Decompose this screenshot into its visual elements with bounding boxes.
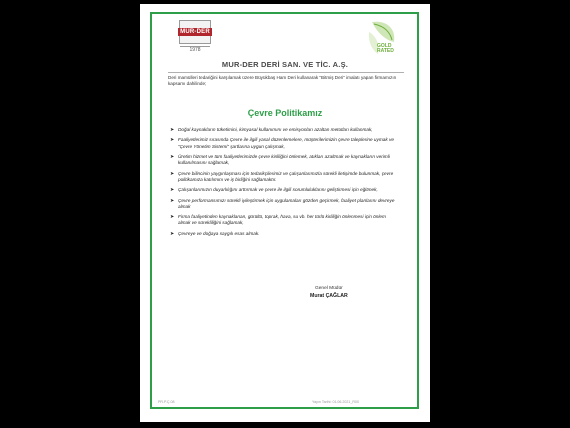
- badge-text: [377, 44, 394, 54]
- company-name: MUR-DER DERİ SAN. VE TİC. A.Ş.: [221, 60, 349, 69]
- document-page: [140, 4, 430, 422]
- bullet-arrow-icon: ➤: [170, 214, 175, 221]
- list-item: [170, 171, 396, 183]
- list-item-text: Üretim hizmet ve tüm faaliyetlerimizde çevre kirliliğini önlemek, atıkları azaltmak ve kaynakların verimli kullanılmasını sağlamak,: [178, 153, 390, 166]
- list-item-text: Çevreye ve doğaya saygılı esas almak.: [178, 230, 260, 236]
- list-item: [170, 231, 396, 237]
- policy-title: Çevre Politikamız: [247, 108, 323, 118]
- bullet-arrow-icon: ➤: [170, 187, 175, 194]
- bullet-arrow-icon: ➤: [170, 230, 175, 237]
- policy-list: [170, 127, 396, 241]
- list-item: [170, 198, 396, 210]
- company-logo: [176, 20, 214, 60]
- bullet-arrow-icon: ➤: [170, 197, 175, 204]
- list-item-text: Doğal kaynakların tüketimini, kimyasal kullanımını ve emisyonları azaltan metotları kullanmak,: [178, 127, 373, 132]
- logo-brand-text: MUR-DER: [178, 28, 212, 36]
- list-item: [170, 127, 396, 133]
- list-item-text: Çevre bilincinin yaygınlaşması için tedarikçilerimiz ve çalışanlarımızla sürekli iletişimde bulunmak, çevre politikamıza katılımını ve iş birliğini sağlamaktır.: [178, 170, 394, 182]
- signature-title: Genel Müdür: [315, 286, 343, 291]
- signature-name: Murat ÇAĞLAR: [310, 293, 348, 299]
- bullet-arrow-icon: ➤: [170, 170, 175, 177]
- bullet-arrow-icon: ➤: [170, 153, 175, 160]
- list-item: [170, 214, 396, 226]
- list-item-text: Faaliyetlerimiz sırasında Çevre ile ilgili yasal düzenlemelere, müşterilerimizin çevre taleplerine uymak ve "Çevre Yönetim Sistemi" şartlarına uygun çalışmak,: [178, 137, 394, 149]
- intro-paragraph: Deri mamülleri tedariğini karşılamak üzere Büyükbaş Ham Deri kullanarak "Bitmiş Deri" imalatı yapan firmamızın kapsamı dahilinde;: [168, 75, 397, 86]
- list-item-text: Çalışanlarımızın duyarlılığını arttırmak ve çevre ile ilgili sorumluluklarını geliştirmesi için eğitmek,: [178, 187, 378, 193]
- gold-rated-badge: [366, 18, 404, 60]
- list-item: [170, 154, 396, 166]
- list-item: [170, 137, 396, 149]
- list-item-text: Çevre performansımızı sürekli iyileştirmek için uygulamaları gözden geçirmek, faaliyet planlarını devreye almak: [178, 197, 395, 209]
- document-code: PR.P.Ç.08: [158, 400, 175, 404]
- publish-date: Yayın Tarihi: 01.06.2021_R00: [312, 400, 360, 404]
- bullet-arrow-icon: ➤: [170, 127, 175, 133]
- badge-line-1: GOLD: [377, 43, 392, 49]
- list-item-text: Firma faaliyetinden kaynaklanan, gürültü, toprak, hava, su vb. her türlü kirliliğin önlenmesi için önlem almak ve sürekliliğini sağlamak,: [178, 214, 386, 226]
- list-item: [170, 187, 396, 193]
- header-divider: [168, 72, 404, 73]
- logo-year: 1978: [189, 47, 201, 53]
- bullet-arrow-icon: ➤: [170, 137, 175, 144]
- badge-line-2: RATED: [377, 48, 394, 54]
